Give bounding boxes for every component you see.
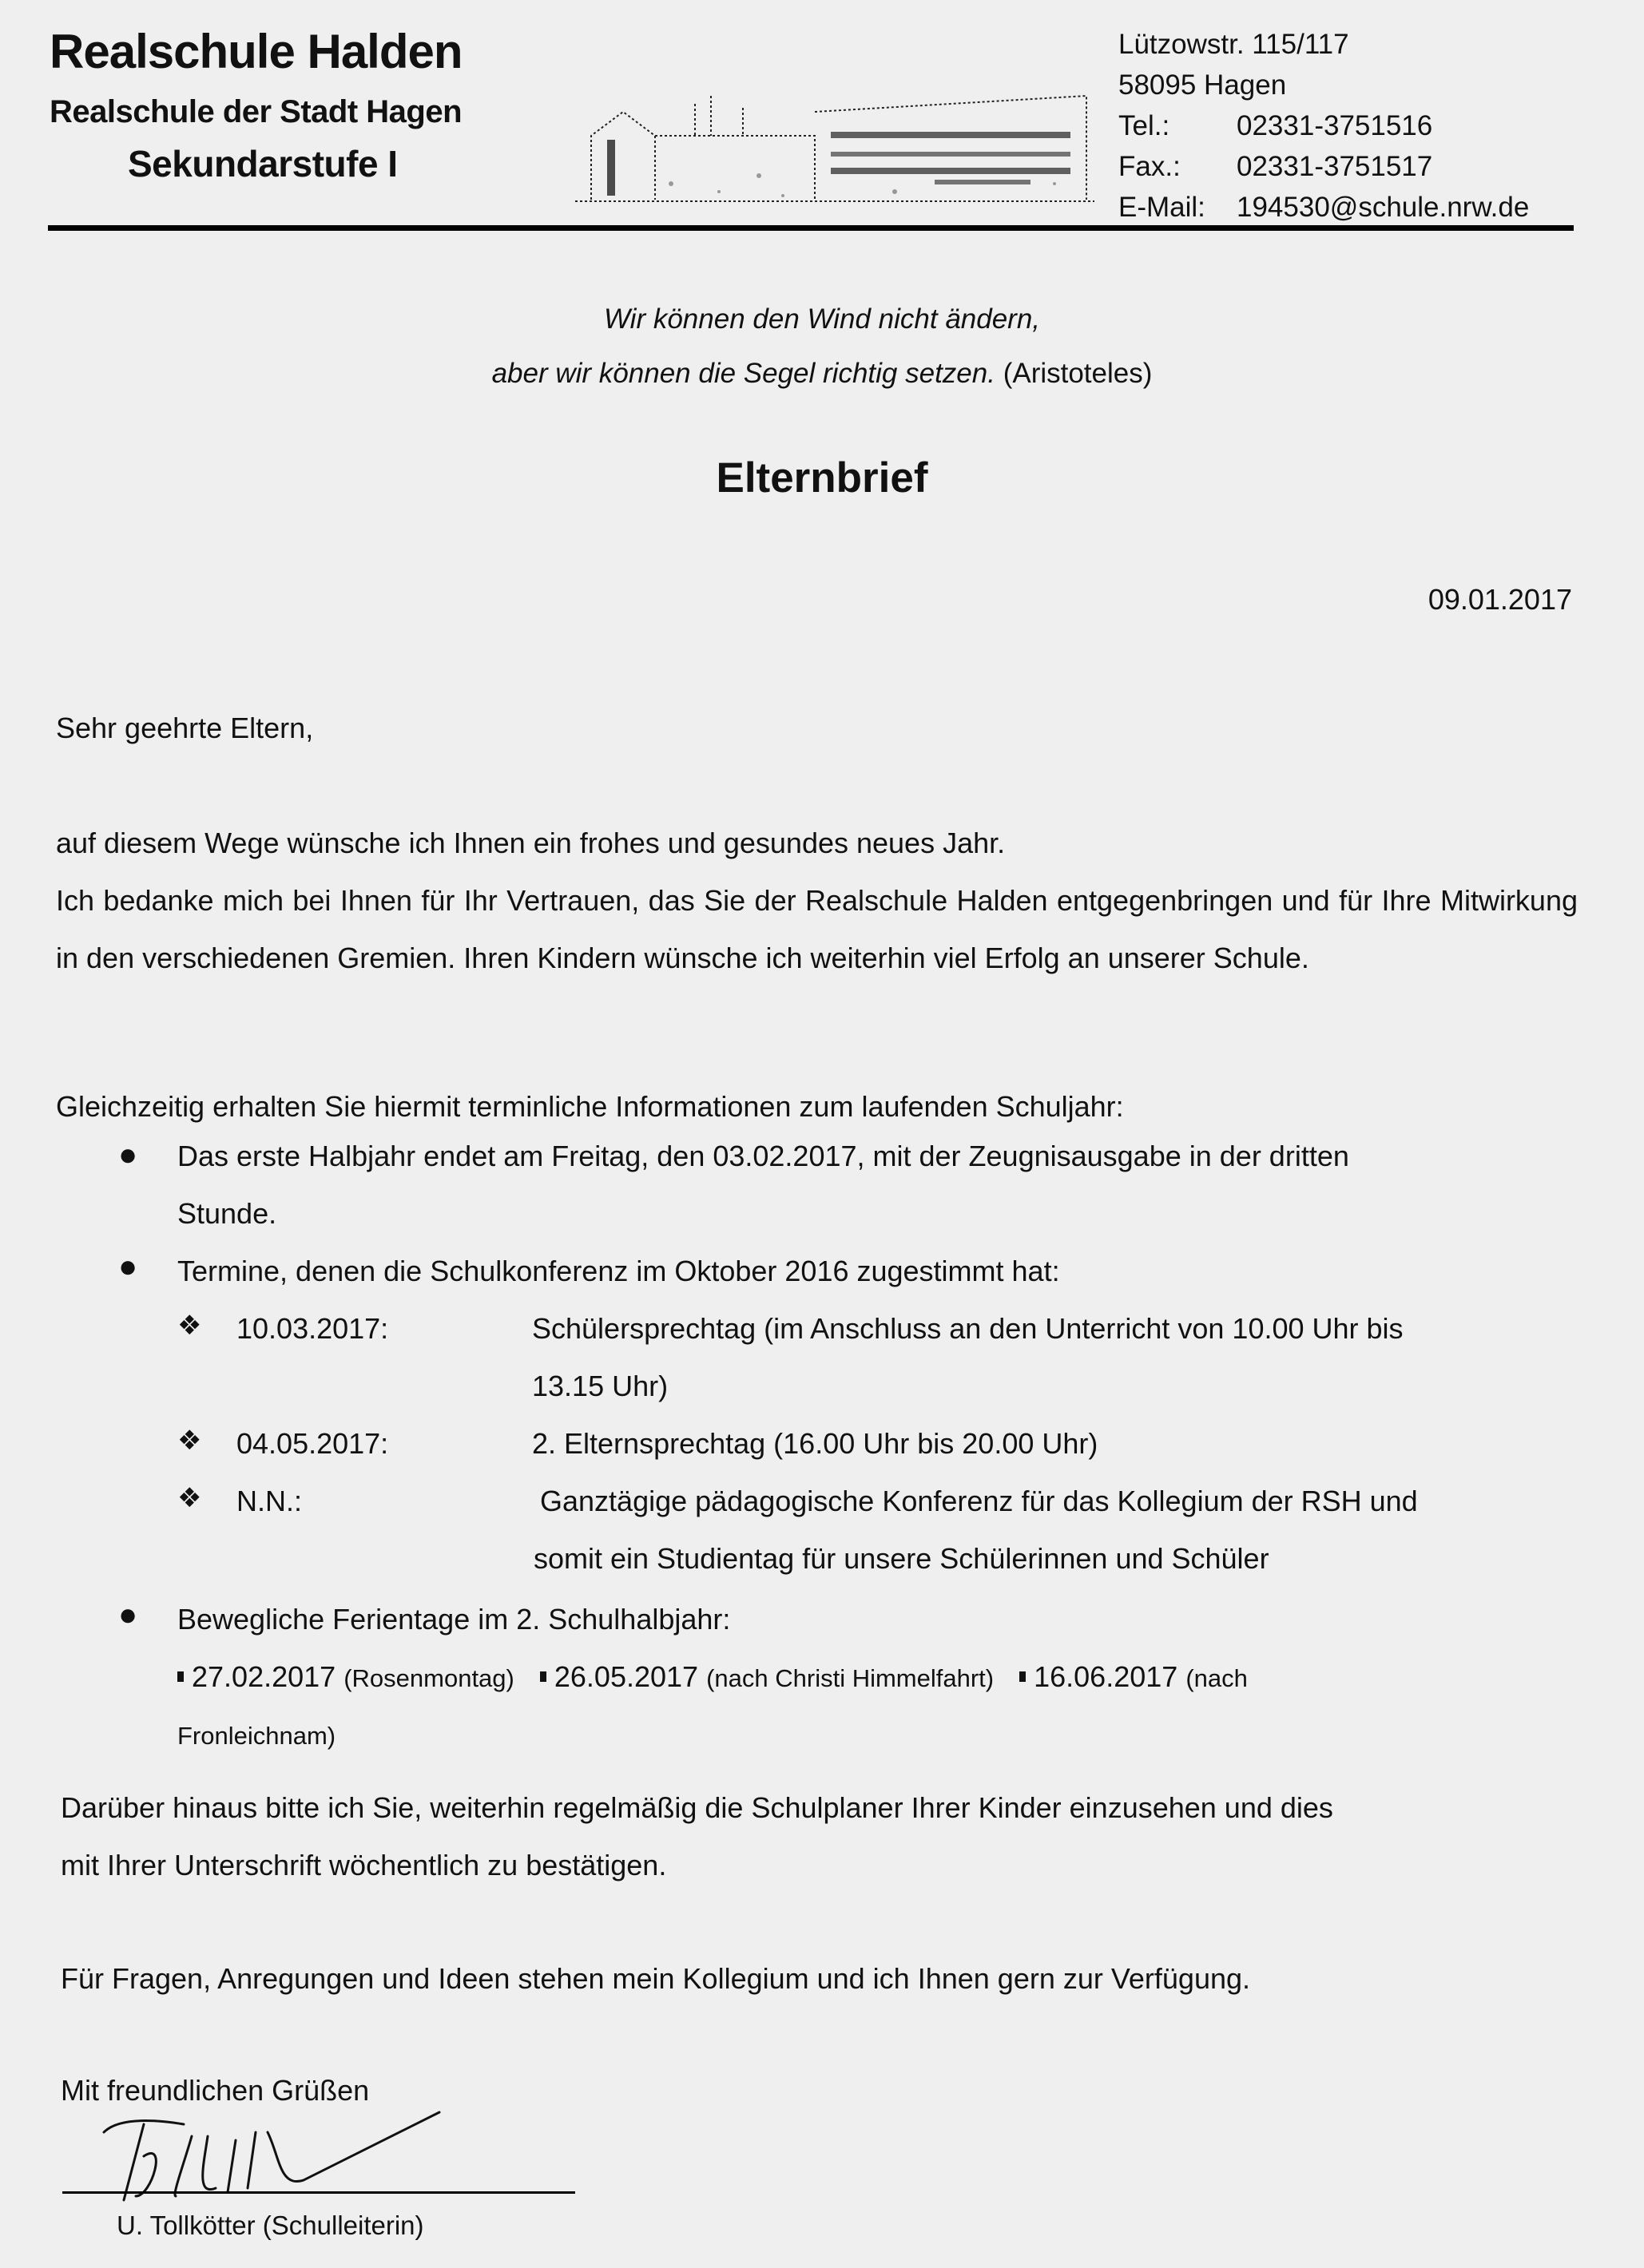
holiday-list [177, 1648, 1248, 1707]
fax-row [1118, 146, 1529, 187]
appointment-date: 10.03.2017: [236, 1312, 389, 1345]
appointment-date: N.N.: [236, 1485, 303, 1517]
school-level: Sekundarstufe I [128, 143, 398, 184]
header-divider [48, 225, 1574, 231]
appointment-date: 04.05.2017: [236, 1427, 389, 1460]
holiday-date: 26.05.2017 [554, 1660, 699, 1693]
letter-date: 09.01.2017 [1428, 583, 1572, 616]
diamond-bullet-icon: ❖ [177, 1483, 202, 1513]
quote [0, 292, 1644, 401]
bullet-icon: ● [118, 1137, 138, 1172]
paragraph-schedule-intro: Gleichzeitig erhalten Sie hiermit terminliche Informationen zum laufenden Schuljahr: [56, 1090, 1124, 1123]
holiday-item [177, 1660, 514, 1693]
email-address[interactable]: 194530@schule.nrw.de [1237, 192, 1530, 223]
email-row [1118, 187, 1529, 228]
paragraph-schulplaner [61, 1779, 1582, 1894]
building-left-wing [591, 112, 655, 200]
address-street: Lützowstr. 115/117 [1118, 29, 1349, 60]
school-building-image [575, 64, 1094, 208]
bullet-item-ferientage: Bewegliche Ferientage im 2. Schulhalbjahr: [177, 1603, 731, 1636]
holiday-note-continued: Fronleichnam) [177, 1722, 336, 1750]
quote-author: (Aristoteles) [1003, 358, 1153, 389]
bullet-item-termine: Termine, denen die Schulkonferenz im Oktober 2016 zugestimmt hat: [177, 1255, 1060, 1287]
school-subtitle: Realschule der Stadt Hagen [50, 94, 463, 129]
paragraph-questions: Für Fragen, Anregungen und Ideen stehen mein Kollegium und ich Ihnen gern zur Verfügung. [61, 1962, 1251, 1995]
bullet-item-halbjahr [177, 1128, 1349, 1243]
bullet-icon: ● [118, 1249, 138, 1284]
letter-title: Elternbrief [716, 454, 928, 502]
appointment-line-1: Schülersprechtag (im Anschluss an den Unterricht von 10.00 Uhr bis [532, 1312, 1404, 1345]
phone-row [1118, 105, 1529, 146]
signature-line [62, 2191, 575, 2194]
holiday-date: 16.06.2017 [1034, 1660, 1178, 1693]
fax-number: 02331-3751517 [1237, 151, 1433, 182]
appointment-description [532, 1300, 1404, 1415]
address-city: 58095 Hagen [1118, 69, 1287, 101]
fax-label: Fax.: [1118, 151, 1181, 182]
appointment-line-2: 13.15 Uhr) [532, 1370, 669, 1402]
holiday-item [1019, 1660, 1248, 1693]
square-bullet-icon [177, 1671, 184, 1682]
quote-line-1: Wir können den Wind nicht ändern, [603, 303, 1041, 335]
appointment-description: 2. Elternsprechtag (16.00 Uhr bis 20.00 Uhr) [532, 1427, 1098, 1460]
holiday-note: (Rosenmontag) [343, 1664, 514, 1692]
holiday-note: (nach [1185, 1664, 1248, 1692]
square-bullet-icon [1019, 1671, 1026, 1682]
paragraph-greeting-body: Ich bedanke mich bei Ihnen für Ihr Vertrauen, das Sie der Realschule Halden entgegenbringen und für Ihre Mitwirkung in den verschiedenen Gremien. Ihren Kindern wünsche ich weiterhin viel Erfolg an unserer Schule. [56, 884, 1578, 974]
closing-phrase: Mit freundlichen Grüßen [61, 2074, 370, 2107]
quote-line-2: aber wir können die Segel richtig setzen. [491, 358, 995, 389]
school-name: Realschule Halden [50, 25, 463, 78]
phone-label: Tel.: [1118, 110, 1170, 141]
paragraph-greeting [56, 815, 1578, 987]
bullet-icon: ● [118, 1597, 138, 1632]
holiday-date: 27.02.2017 [192, 1660, 336, 1693]
salutation: Sehr geehrte Eltern, [56, 712, 314, 744]
paragraph-schulplaner-line-1: Darüber hinaus bitte ich Sie, weiterhin regelmäßig die Schulplaner Ihrer Kinder einzusehen und dies [61, 1791, 1333, 1824]
holiday-note: (nach Christi Himmelfahrt) [706, 1664, 995, 1692]
appointment-line-1: Ganztägige pädagogische Konferenz für das Kollegium der RSH und [540, 1485, 1418, 1517]
email-label: E-Mail: [1118, 192, 1205, 223]
phone-number: 02331-3751516 [1237, 110, 1433, 141]
bullet-item-line-1: Das erste Halbjahr endet am Freitag, den 03.02.2017, mit der Zeugnisausgabe in der dritten [177, 1140, 1349, 1172]
diamond-bullet-icon: ❖ [177, 1310, 202, 1341]
appointment-description [534, 1473, 1418, 1588]
bullet-item-line-2: Stunde. [177, 1197, 277, 1230]
diamond-bullet-icon: ❖ [177, 1425, 202, 1456]
signature [96, 2108, 471, 2204]
signer-name: U. Tollkötter (Schulleiterin) [117, 2211, 424, 2240]
square-bullet-icon [540, 1671, 546, 1682]
paragraph-greeting-line-1: auf diesem Wege wünsche ich Ihnen ein frohes und gesundes neues Jahr. [56, 827, 1006, 859]
holiday-item [540, 1660, 994, 1693]
contact-block [1118, 24, 1529, 228]
paragraph-schulplaner-line-2: mit Ihrer Unterschrift wöchentlich zu bestätigen. [61, 1849, 667, 1881]
appointment-line-2: somit ein Studientag für unsere Schülerinnen und Schüler [534, 1542, 1269, 1575]
